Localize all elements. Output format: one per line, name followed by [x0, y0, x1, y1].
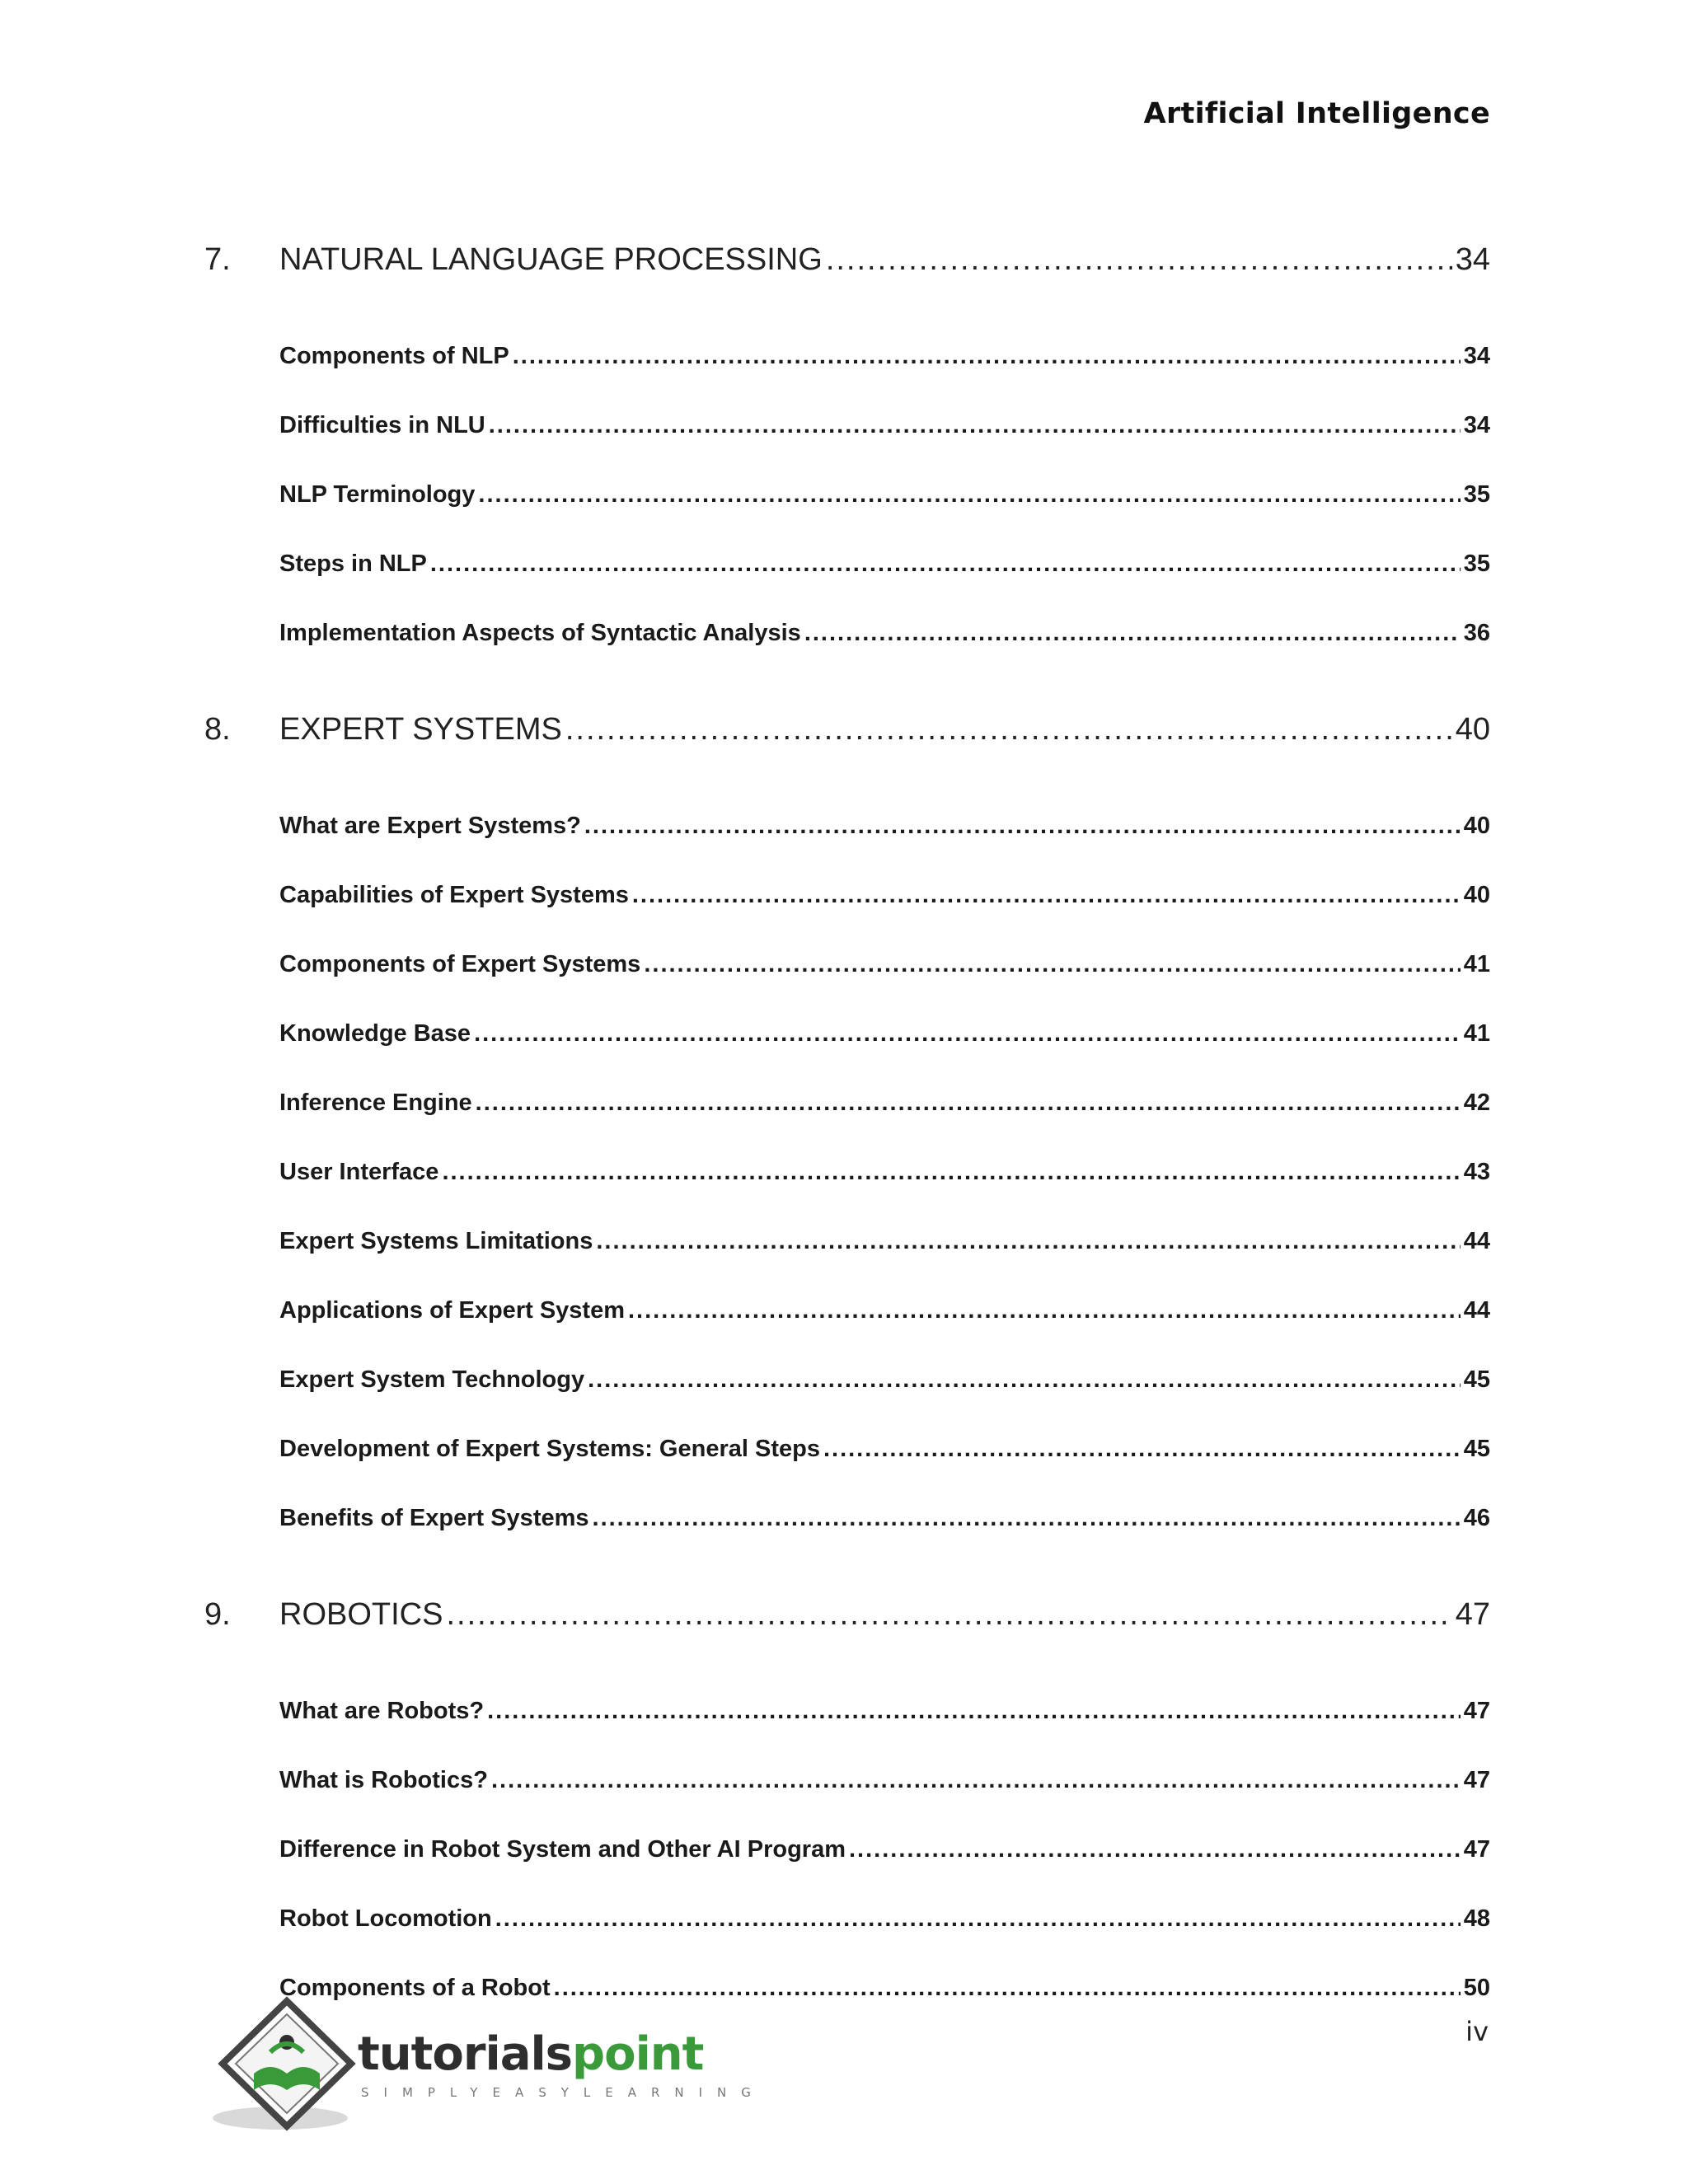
toc-entry[interactable]	[0, 882, 1688, 951]
toc-entry[interactable]	[0, 1505, 1688, 1574]
chapter-number: 9.	[204, 1597, 231, 1632]
logo-tagline: SIMPLYEASYLEARNING	[361, 2085, 766, 2100]
entry-page: 50	[1463, 1975, 1490, 2001]
toc-entry[interactable]	[0, 1905, 1688, 1975]
dot-leader	[491, 1767, 1461, 1794]
entry-page: 42	[1463, 1090, 1490, 1116]
dot-leader	[442, 1159, 1460, 1186]
entry-title: Benefits of Expert Systems	[279, 1505, 589, 1531]
dot-leader	[487, 1698, 1461, 1725]
dot-leader	[584, 813, 1461, 840]
toc-chapter-8[interactable]	[0, 712, 1688, 813]
toc-entry[interactable]	[0, 1436, 1688, 1505]
chapter-number: 7.	[204, 242, 231, 277]
entry-title: Components of Expert Systems	[279, 951, 641, 977]
entry-page: 48	[1463, 1905, 1490, 1932]
entry-title: Components of a Robot	[279, 1975, 551, 2001]
toc-entry[interactable]	[0, 1366, 1688, 1436]
entry-page: 44	[1463, 1228, 1490, 1254]
entry-page: 34	[1463, 343, 1490, 369]
dot-leader	[565, 712, 1452, 748]
entry-title: Capabilities of Expert Systems	[279, 882, 629, 908]
dot-leader	[430, 551, 1461, 578]
chapter-title: NATURAL LANGUAGE PROCESSING	[279, 242, 823, 277]
entry-page: 46	[1463, 1505, 1490, 1531]
tutorialspoint-logo	[213, 1994, 766, 2135]
entry-title: User Interface	[279, 1159, 439, 1185]
entry-page: 45	[1463, 1436, 1490, 1462]
dot-leader	[849, 1836, 1461, 1863]
entry-page: 36	[1463, 620, 1490, 646]
toc-entry[interactable]	[0, 951, 1688, 1020]
entry-page: 35	[1463, 481, 1490, 508]
entry-title: Expert Systems Limitations	[279, 1228, 593, 1254]
toc-entry[interactable]	[0, 412, 1688, 481]
entry-page: 47	[1463, 1698, 1490, 1724]
chapter-page: 47	[1455, 1597, 1490, 1632]
entry-title: Knowledge Base	[279, 1020, 471, 1047]
entry-title: What is Robotics?	[279, 1767, 488, 1793]
chapter-title: ROBOTICS	[279, 1597, 443, 1632]
entry-title: Robot Locomotion	[279, 1905, 492, 1932]
dot-leader	[474, 1020, 1461, 1047]
entry-title: Difference in Robot System and Other AI Program	[279, 1836, 846, 1863]
toc-entry[interactable]	[0, 1836, 1688, 1905]
dot-leader	[596, 1228, 1460, 1255]
entry-title: Expert System Technology	[279, 1366, 585, 1393]
entry-page: 40	[1463, 813, 1490, 839]
entry-title: What are Robots?	[279, 1698, 485, 1724]
entry-title: Components of NLP	[279, 343, 509, 369]
page-number: iv	[1465, 2016, 1489, 2047]
dot-leader	[476, 1090, 1461, 1117]
entry-page: 34	[1463, 412, 1490, 438]
toc-chapter-9[interactable]	[0, 1597, 1688, 1698]
toc-entry[interactable]	[0, 1297, 1688, 1366]
table-of-contents	[0, 242, 1688, 2044]
entry-page: 41	[1463, 951, 1490, 977]
entry-page: 40	[1463, 882, 1490, 908]
dot-leader	[628, 1297, 1461, 1324]
chapter-page: 40	[1455, 712, 1490, 747]
dot-leader	[489, 412, 1461, 439]
dot-leader	[495, 1905, 1461, 1933]
dot-leader	[826, 242, 1452, 278]
logo-wordmark	[358, 2027, 703, 2081]
chapter-title: EXPERT SYSTEMS	[279, 712, 562, 747]
entry-page: 45	[1463, 1366, 1490, 1393]
toc-entry[interactable]	[0, 813, 1688, 882]
entry-page: 47	[1463, 1836, 1490, 1863]
dot-leader	[644, 951, 1460, 978]
entry-title: Inference Engine	[279, 1090, 472, 1116]
dot-leader	[513, 343, 1461, 370]
entry-page: 35	[1463, 551, 1490, 577]
toc-entry[interactable]	[0, 620, 1688, 689]
dot-leader	[478, 481, 1460, 509]
toc-entry[interactable]	[0, 1020, 1688, 1090]
entry-title: Development of Expert Systems: General Steps	[279, 1436, 820, 1462]
chapter-page: 34	[1455, 242, 1490, 277]
toc-entry[interactable]	[0, 1090, 1688, 1159]
entry-title: Applications of Expert System	[279, 1297, 625, 1324]
toc-chapter-7[interactable]	[0, 242, 1688, 343]
logo-emblem-icon	[213, 1994, 361, 2135]
logo-wordmark-part1: tutorials	[358, 2027, 573, 2081]
logo-wordmark-part2: point	[572, 2027, 704, 2081]
toc-entry[interactable]	[0, 481, 1688, 551]
running-header: Artificial Intelligence	[1143, 97, 1490, 130]
entry-page: 47	[1463, 1767, 1490, 1793]
entry-page: 43	[1463, 1159, 1490, 1185]
dot-leader	[593, 1505, 1461, 1532]
dot-leader	[588, 1366, 1461, 1394]
dot-leader	[446, 1597, 1451, 1633]
toc-entry[interactable]	[0, 1228, 1688, 1297]
entry-title: NLP Terminology	[279, 481, 476, 508]
dot-leader	[632, 882, 1461, 909]
toc-entry[interactable]	[0, 1698, 1688, 1767]
toc-entry[interactable]	[0, 1767, 1688, 1836]
toc-entry[interactable]	[0, 1159, 1688, 1228]
toc-entry[interactable]	[0, 343, 1688, 412]
toc-entry[interactable]	[0, 551, 1688, 620]
dot-leader	[823, 1436, 1461, 1463]
entry-title: What are Expert Systems?	[279, 813, 581, 839]
entry-title: Implementation Aspects of Syntactic Analysis	[279, 620, 801, 646]
entry-page: 44	[1463, 1297, 1490, 1324]
chapter-number: 8.	[204, 712, 231, 747]
dot-leader	[804, 620, 1461, 647]
entry-page: 41	[1463, 1020, 1490, 1047]
entry-title: Steps in NLP	[279, 551, 427, 577]
entry-title: Difficulties in NLU	[279, 412, 485, 438]
